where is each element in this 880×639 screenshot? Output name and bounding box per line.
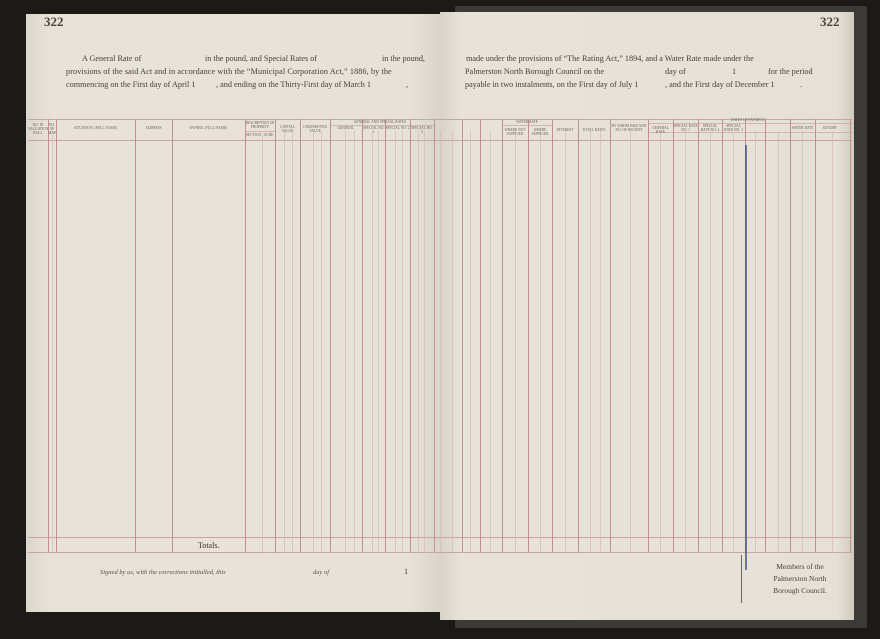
ink-line <box>745 145 747 570</box>
ruled-line <box>540 131 541 552</box>
page-number-left: 322 <box>44 14 64 29</box>
ruled-line <box>330 119 331 552</box>
col-header: SITUATION. (FULL NAME) <box>73 126 118 130</box>
col-header: NO. IN VALUATION ROLL <box>28 123 49 135</box>
ruled-line <box>410 119 411 552</box>
col-header: SPECIAL NO. 2 <box>385 126 410 130</box>
ruled-line <box>172 119 173 552</box>
ruled-line <box>354 131 355 552</box>
preamble-line: Palmerston North Borough Council on the <box>465 67 604 76</box>
ruled-line <box>502 125 552 126</box>
ruled-line <box>722 119 723 552</box>
col-header: SPECIAL RATE NO. 2 <box>700 124 720 132</box>
ruled-line <box>528 119 529 552</box>
ruled-line <box>778 131 779 552</box>
col-header: DESCRIPTION OF PROPERTY <box>245 121 275 129</box>
signature-bracket <box>741 555 742 603</box>
col-header: SPECIAL NO. 1 <box>362 126 385 134</box>
col-header: GENERAL AND SPECIAL RATES <box>353 120 407 124</box>
ruled-line <box>284 131 285 552</box>
ruled-line <box>56 119 57 552</box>
ruled-line <box>135 119 136 552</box>
council-line: Borough Council. <box>773 586 827 595</box>
ruled-line <box>578 119 579 552</box>
preamble-line: 1 <box>732 67 737 76</box>
col-header: INTEREST <box>556 128 574 132</box>
ruled-line <box>565 131 566 552</box>
ruled-line <box>850 119 851 552</box>
ruled-line <box>300 119 301 552</box>
ruled-line <box>802 131 803 552</box>
col-header: WHERE SUPPLIED <box>531 128 549 136</box>
ruled-line <box>372 131 373 552</box>
ruled-line <box>490 131 491 552</box>
ruled-line <box>418 131 419 552</box>
ruled-line <box>434 119 435 552</box>
ruled-line <box>630 131 631 552</box>
preamble-line: . <box>800 80 803 89</box>
signed-day-of: day of <box>313 569 330 576</box>
ruled-line <box>765 119 766 552</box>
ruled-line <box>452 131 453 552</box>
col-header: ACRE <box>263 133 274 137</box>
ruled-line <box>424 131 425 552</box>
col-header: SPECIAL RATE NO. 3 <box>724 124 743 132</box>
col-header: SPECIAL RATE NO. 1 <box>673 124 698 132</box>
ruled-line <box>245 119 246 552</box>
ruled-line <box>440 131 441 552</box>
ruled-line <box>815 119 816 552</box>
col-header: SPECIAL NO. 3 <box>411 126 433 134</box>
ruled-line <box>790 119 791 552</box>
preamble-line: provisions of the said Act and in accordance with the “Municipal Corporation Act,” 1886, by the <box>66 67 392 76</box>
ruled-line <box>610 119 611 552</box>
preamble-line: A General Rate of <box>82 54 142 63</box>
ruled-line <box>733 131 734 552</box>
preamble-line: in the pound, and Special Rates of <box>205 54 318 63</box>
preamble-line: , and the First day of December 1 <box>665 80 775 89</box>
ruled-line <box>385 119 386 552</box>
ruled-line <box>698 119 699 552</box>
ruled-line <box>321 131 322 552</box>
preamble-line: , <box>406 80 409 89</box>
signed-text: Signed by us, with the corrections initialled, this <box>100 569 226 576</box>
ruled-line <box>275 119 276 552</box>
ruled-line <box>313 131 314 552</box>
ruled-line <box>345 131 346 552</box>
ruled-line <box>502 119 503 552</box>
council-line: Palmerston North <box>773 574 827 583</box>
col-header: SUNDRY <box>822 126 838 130</box>
ruled-line <box>245 131 275 132</box>
ruled-line <box>48 119 49 552</box>
ruled-line <box>660 131 661 552</box>
ruled-line <box>262 131 263 552</box>
preamble-line: commencing on the First day of April 1 <box>66 80 196 89</box>
col-header: GENERAL <box>337 126 355 130</box>
ruled-line <box>28 552 852 553</box>
ruled-line <box>590 131 591 552</box>
col-header: GENERAL RATE <box>652 126 669 134</box>
col-header: WHERE NOT SUPPLIED <box>504 128 526 136</box>
preamble-line: day of <box>665 67 686 76</box>
col-header: BY WHOM PAID AND NO. OF RECEIPT <box>611 124 647 132</box>
col-header: OWNER. (FULL NAME) <box>189 126 228 130</box>
col-header: WATER RATE <box>516 120 538 124</box>
col-header: WATER RATE <box>791 126 814 130</box>
col-header: CAPITAL VALUE <box>280 125 295 133</box>
ruled-line <box>515 131 516 552</box>
ruled-line <box>362 119 363 552</box>
ruled-line <box>378 131 379 552</box>
preamble-line: made under the provisions of “The Rating Act,” 1894, and a Water Rate made under the <box>466 54 754 63</box>
ruled-line <box>292 131 293 552</box>
totals-label: Totals. <box>198 541 220 550</box>
col-header: DATES OF PAYMENT <box>730 118 766 122</box>
ruled-line <box>480 119 481 552</box>
col-header: UNIMPROVED VALUE <box>303 125 327 133</box>
ruled-line <box>600 131 601 552</box>
preamble-line: payable in two instalments, on the First day of July 1 <box>465 80 639 89</box>
ruled-line <box>685 131 686 552</box>
preamble-line: in the pound, <box>382 54 425 63</box>
ruled-line <box>395 131 396 552</box>
preamble-line: , and ending on the Thirty-First day of March 1 <box>216 80 371 89</box>
page-number-right: 322 <box>820 14 840 29</box>
signed-year: 1 <box>404 567 409 576</box>
ruled-line <box>648 132 852 133</box>
left-page <box>26 14 442 612</box>
ruled-line <box>52 131 53 552</box>
col-header: NO. OF MAP <box>48 123 56 135</box>
preamble-line: for the period <box>768 67 813 76</box>
ruled-line <box>462 119 463 552</box>
ruled-line <box>402 131 403 552</box>
ruled-line <box>710 131 711 552</box>
ruled-line <box>648 119 649 552</box>
council-signature-block <box>755 561 845 597</box>
col-header: TOTAL RATES <box>582 128 606 132</box>
council-line: Members of the <box>776 562 824 571</box>
col-header: SECTION <box>245 133 262 137</box>
ruled-line <box>673 119 674 552</box>
ruled-line <box>470 131 471 552</box>
col-header: ADDRESS <box>145 126 162 130</box>
ruled-line <box>755 131 756 552</box>
ruled-line <box>832 131 833 552</box>
ruled-line <box>552 119 553 552</box>
